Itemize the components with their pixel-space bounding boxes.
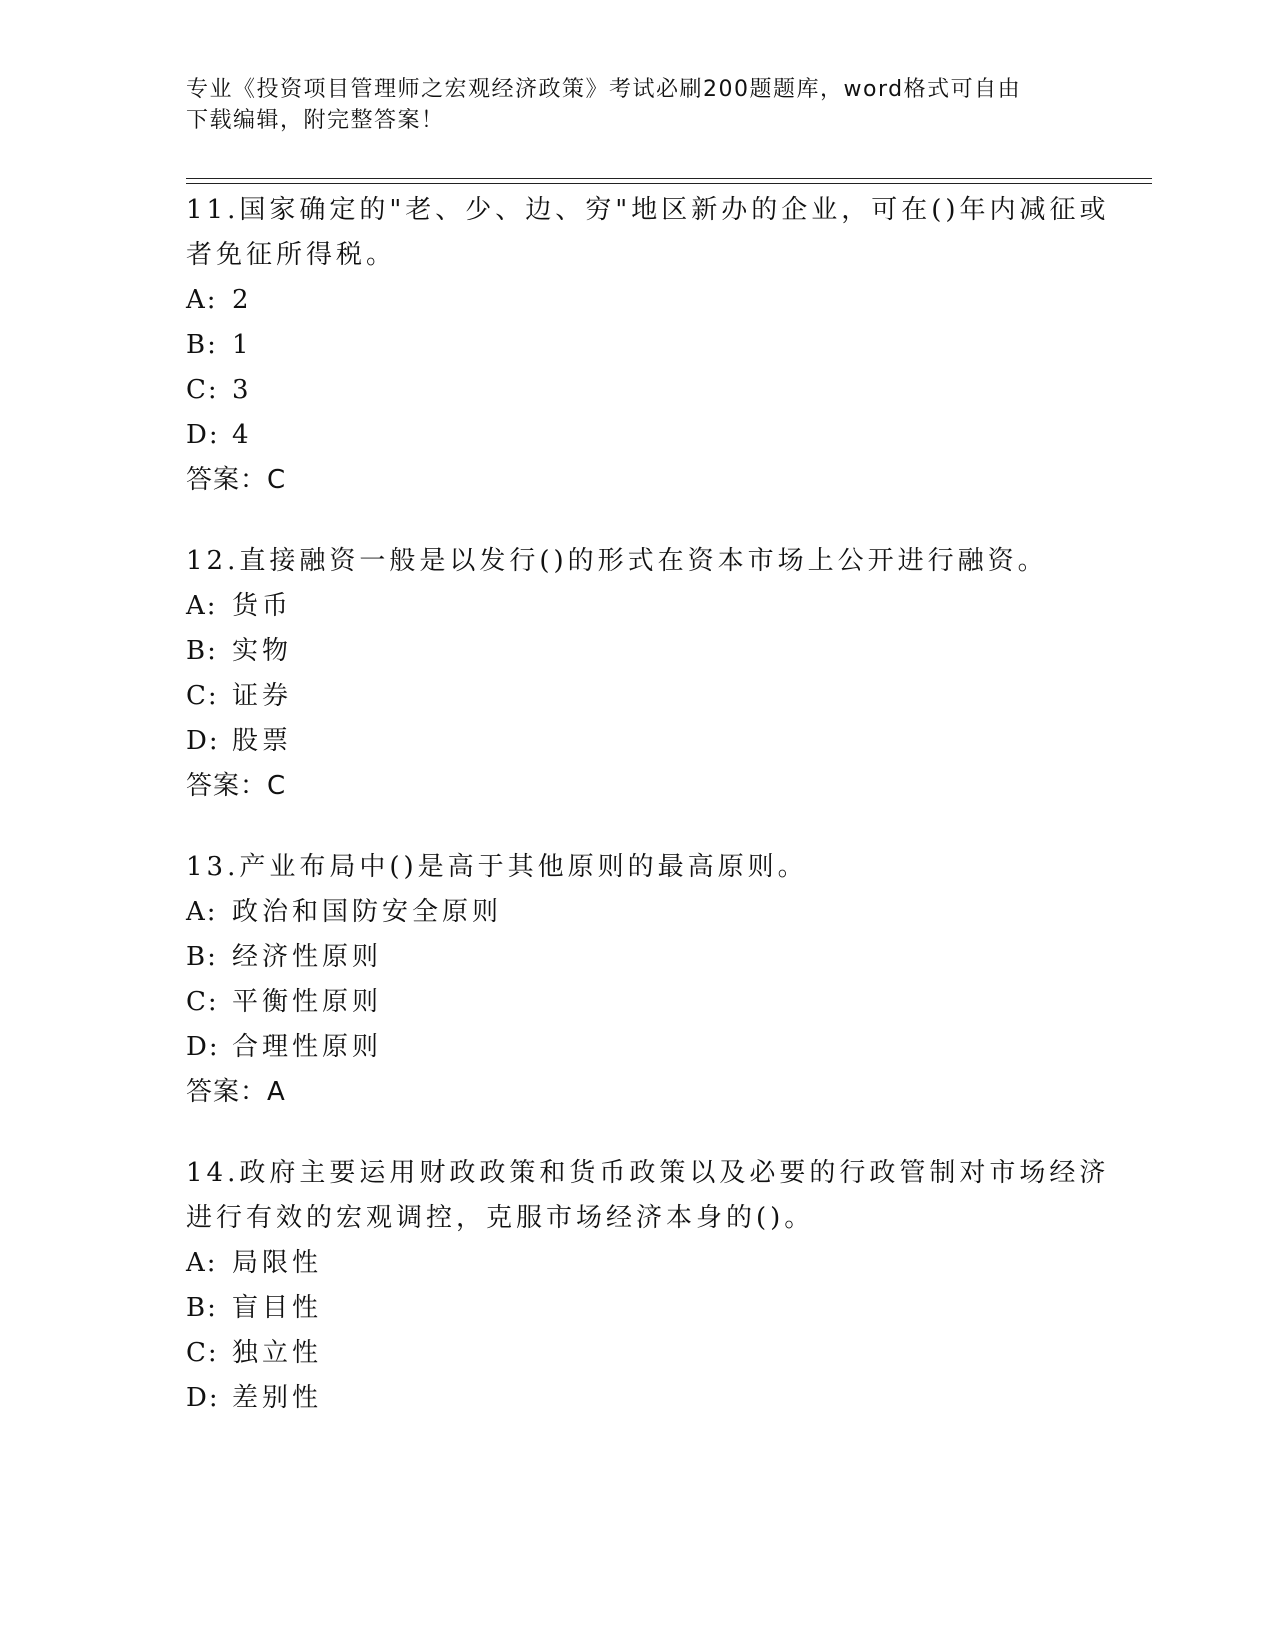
option-label: B: <box>186 330 218 360</box>
option-text: 独立性 <box>232 1338 323 1368</box>
option-text: 3 <box>232 375 253 405</box>
option-label: B: <box>186 636 218 666</box>
answer-line: 答案：A <box>186 1077 286 1107</box>
document-header <box>186 74 1086 136</box>
header-divider-bottom <box>186 183 1152 184</box>
option-c <box>186 980 1126 1025</box>
question-list <box>186 188 1126 1457</box>
option-label: C: <box>186 681 219 711</box>
header-divider-top <box>186 178 1152 179</box>
option-label: B: <box>186 1293 218 1323</box>
option-label: B: <box>186 942 218 972</box>
option-text: 实物 <box>232 636 293 666</box>
option-text: 证券 <box>232 681 293 711</box>
question-stem: 14.政府主要运用财政政策和货币政策以及必要的行政管制对市场经济进行有效的宏观调控，克服市场经济本身的()。 <box>186 1158 1110 1233</box>
option-d <box>186 413 1126 458</box>
option-text: 1 <box>232 330 253 360</box>
option-label: C: <box>186 987 219 1017</box>
question-12 <box>186 539 1126 809</box>
option-label: C: <box>186 375 219 405</box>
option-label: A: <box>186 591 218 621</box>
option-text: 盲目性 <box>232 1293 323 1323</box>
option-label: A: <box>186 1248 218 1278</box>
option-label: A: <box>186 897 218 927</box>
question-stem: 12.直接融资一般是以发行()的形式在资本市场上公开进行融资。 <box>186 546 1048 576</box>
header-line-2: 下载编辑，附完整答案！ <box>186 108 445 133</box>
option-text: 局限性 <box>232 1248 323 1278</box>
option-label: A: <box>186 285 218 315</box>
option-b <box>186 629 1126 674</box>
option-a <box>186 584 1126 629</box>
option-d <box>186 1376 1126 1421</box>
option-label: D: <box>186 726 220 756</box>
question-14 <box>186 1151 1126 1421</box>
option-d <box>186 719 1126 764</box>
option-text: 差别性 <box>232 1383 323 1413</box>
option-a <box>186 1241 1126 1286</box>
option-b <box>186 935 1126 980</box>
option-label: D: <box>186 420 220 450</box>
option-c <box>186 674 1126 719</box>
option-a <box>186 890 1126 935</box>
question-13 <box>186 845 1126 1115</box>
option-d <box>186 1025 1126 1070</box>
option-b <box>186 323 1126 368</box>
option-c <box>186 1331 1126 1376</box>
option-label: D: <box>186 1383 220 1413</box>
option-text: 货币 <box>232 591 293 621</box>
answer-line: 答案：C <box>186 771 287 801</box>
option-text: 2 <box>232 285 253 315</box>
option-c <box>186 368 1126 413</box>
header-line-1: 专业《投资项目管理师之宏观经济政策》考试必刷200题题库，word格式可自由 <box>186 77 1022 102</box>
option-text: 合理性原则 <box>232 1032 383 1062</box>
option-b <box>186 1286 1126 1331</box>
option-text: 平衡性原则 <box>232 987 383 1017</box>
option-text: 4 <box>232 420 253 450</box>
question-stem: 11.国家确定的"老、少、边、穷"地区新办的企业，可在()年内减征或者免征所得税。 <box>186 195 1110 270</box>
answer-line: 答案：C <box>186 465 287 495</box>
option-text: 政治和国防安全原则 <box>232 897 503 927</box>
option-text: 股票 <box>232 726 293 756</box>
question-11 <box>186 188 1126 503</box>
option-label: D: <box>186 1032 220 1062</box>
option-text: 经济性原则 <box>232 942 383 972</box>
question-stem: 13.产业布局中()是高于其他原则的最高原则。 <box>186 852 808 882</box>
option-label: C: <box>186 1338 219 1368</box>
option-a <box>186 278 1126 323</box>
